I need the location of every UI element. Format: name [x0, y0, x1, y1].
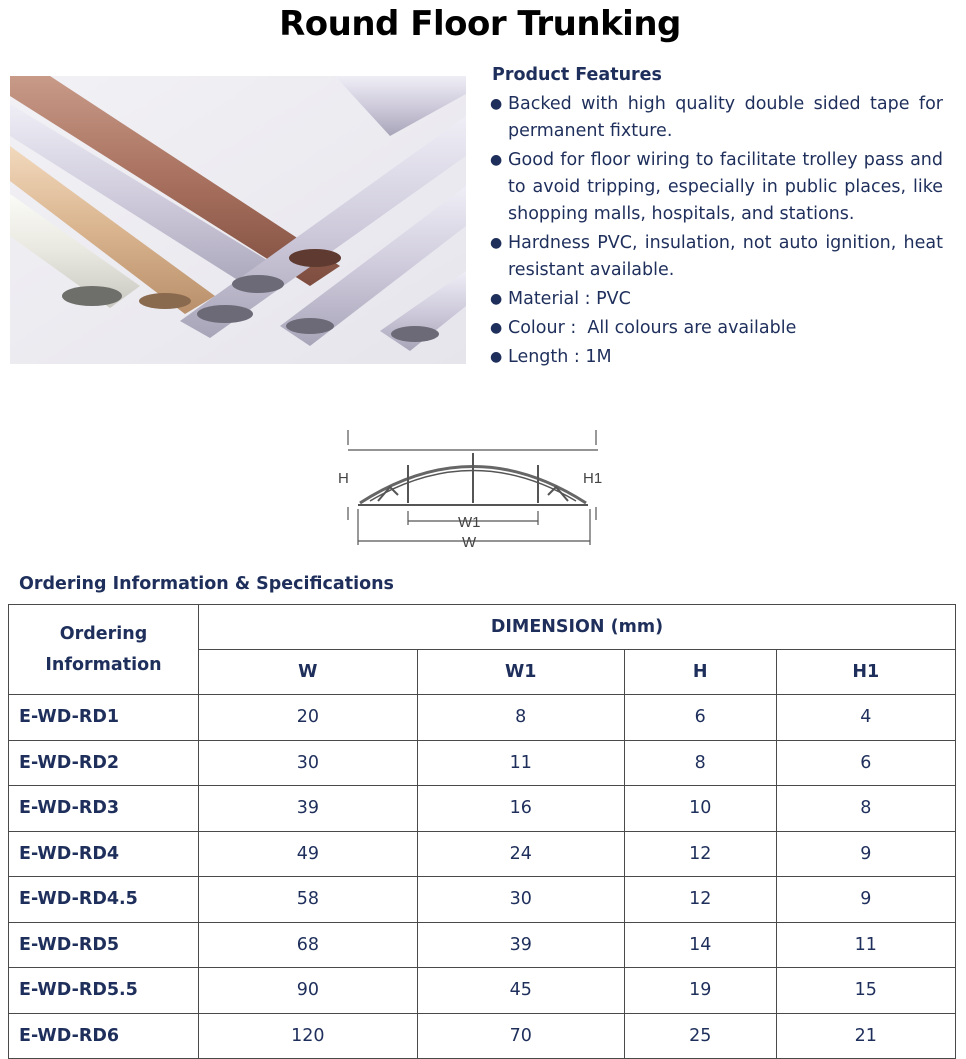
- bullet-icon: ●: [490, 152, 503, 168]
- code: E-WD-RD4: [9, 831, 199, 877]
- label-w: W: [462, 534, 477, 551]
- col-h: H: [624, 650, 776, 695]
- cell-h1: 11: [776, 922, 955, 968]
- cell-w1: 30: [417, 877, 624, 923]
- cell-h: 19: [624, 968, 776, 1014]
- bullet-icon: ●: [490, 235, 503, 251]
- code: E-WD-RD4.5: [9, 877, 199, 923]
- feature-item: ● Material : PVC: [490, 286, 943, 313]
- code: E-WD-RD3: [9, 786, 199, 832]
- cell-w: 49: [199, 831, 418, 877]
- cell-h: 14: [624, 922, 776, 968]
- table-row: [9, 968, 956, 1014]
- col-h1: H1: [776, 650, 955, 695]
- cell-h1: 9: [776, 877, 955, 923]
- table-row: [9, 740, 956, 786]
- cell-w: 39: [199, 786, 418, 832]
- ordering-section-title: Ordering Information & Specifications: [19, 574, 394, 594]
- code: E-WD-RD5: [9, 922, 199, 968]
- product-photo: [10, 76, 466, 364]
- feature-item: ● Colour : All colours are available: [490, 315, 943, 342]
- cell-w1: 45: [417, 968, 624, 1014]
- cell-h: 12: [624, 831, 776, 877]
- bullet-icon: ●: [490, 291, 503, 307]
- table-header-row: [9, 605, 956, 650]
- code: E-WD-RD2: [9, 740, 199, 786]
- bullet-icon: ●: [490, 320, 503, 336]
- cell-w1: 24: [417, 831, 624, 877]
- cell-h: 10: [624, 786, 776, 832]
- product-features: [490, 62, 943, 373]
- table-row: [9, 877, 956, 923]
- cell-h: 12: [624, 877, 776, 923]
- cell-h: 25: [624, 1013, 776, 1059]
- table-row: [9, 695, 956, 741]
- cell-h1: 4: [776, 695, 955, 741]
- table-row: [9, 1013, 956, 1059]
- bullet-icon: ●: [490, 96, 503, 112]
- cross-section-diagram: [328, 425, 608, 555]
- cell-w: 68: [199, 922, 418, 968]
- code: E-WD-RD5.5: [9, 968, 199, 1014]
- feature-item: ● Good for floor wiring to facilitate trolley pass and to avoid tripping, especially in public places, like shopping malls, hospitals, and stations.: [490, 147, 943, 228]
- feature-item: ● Length : 1M: [490, 344, 943, 371]
- page-title: Round Floor Trunking: [279, 4, 681, 44]
- cell-h: 6: [624, 695, 776, 741]
- cell-w1: 11: [417, 740, 624, 786]
- features-heading: Product Features: [492, 65, 662, 85]
- cell-h1: 6: [776, 740, 955, 786]
- cell-h1: 21: [776, 1013, 955, 1059]
- cell-h1: 8: [776, 786, 955, 832]
- cell-w: 58: [199, 877, 418, 923]
- bullet-icon: ●: [490, 349, 503, 365]
- cell-w1: 39: [417, 922, 624, 968]
- label-h: H: [338, 470, 349, 487]
- table-row: [9, 922, 956, 968]
- cell-w: 30: [199, 740, 418, 786]
- code: E-WD-RD1: [9, 695, 199, 741]
- table-row: [9, 831, 956, 877]
- feature-item: ● Backed with high quality double sided tape for permanent fixture.: [490, 91, 943, 145]
- col-w: W: [199, 650, 418, 695]
- features-list: [490, 91, 943, 371]
- cell-h1: 15: [776, 968, 955, 1014]
- cell-w: 90: [199, 968, 418, 1014]
- ordering-info-header: Ordering Information: [9, 605, 199, 695]
- table-row: [9, 786, 956, 832]
- col-w1: W1: [417, 650, 624, 695]
- code: E-WD-RD6: [9, 1013, 199, 1059]
- cell-w1: 16: [417, 786, 624, 832]
- cell-h: 8: [624, 740, 776, 786]
- specifications-table: [8, 604, 956, 1059]
- label-w1: W1: [458, 514, 481, 531]
- dimension-header: DIMENSION (mm): [199, 605, 956, 650]
- cell-h1: 9: [776, 831, 955, 877]
- label-h1: H1: [583, 470, 603, 487]
- feature-item: ● Hardness PVC, insulation, not auto ignition, heat resistant available.: [490, 230, 943, 284]
- cell-w: 120: [199, 1013, 418, 1059]
- cell-w: 20: [199, 695, 418, 741]
- cell-w1: 70: [417, 1013, 624, 1059]
- cell-w1: 8: [417, 695, 624, 741]
